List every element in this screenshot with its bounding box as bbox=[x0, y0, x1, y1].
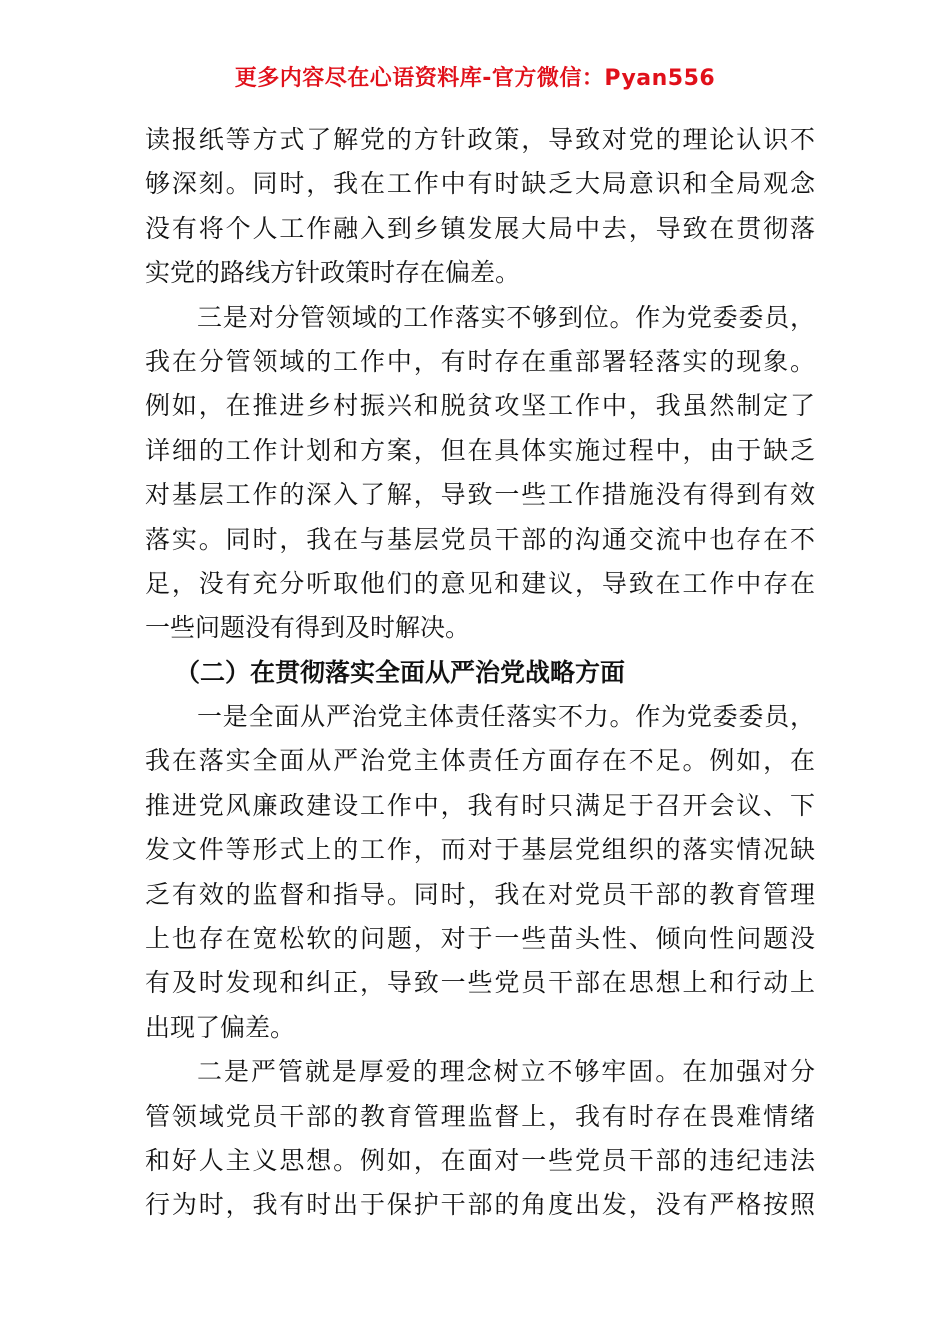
text-line: 发文件等形式上的工作，而对于基层党组织的落实情况缺 bbox=[145, 835, 815, 865]
text-line: 和好人主义思想。例如，在面对一些党员干部的违纪违法 bbox=[145, 1145, 815, 1175]
text-line: 对基层工作的深入了解，导致一些工作措施没有得到有效 bbox=[145, 480, 815, 510]
text-line: 实党的路线方针政策时存在偏差。 bbox=[145, 258, 521, 288]
text-line: 乏有效的监督和指导。同时，我在对党员干部的教育管理 bbox=[145, 879, 815, 909]
document-body bbox=[145, 118, 815, 1228]
section-heading: （二）在贯彻落实全面从严治党战略方面 bbox=[175, 657, 626, 687]
text-line: 一些问题没有得到及时解决。 bbox=[145, 613, 471, 643]
text-line: 有及时发现和纠正，导致一些党员干部在思想上和行动上 bbox=[145, 968, 815, 998]
text-line: 例如，在推进乡村振兴和脱贫攻坚工作中，我虽然制定了 bbox=[145, 391, 815, 421]
text-line: 二是严管就是厚爱的理念树立不够牢固。在加强对分 bbox=[197, 1057, 815, 1087]
text-line: 我在分管领域的工作中，有时存在重部署轻落实的现象。 bbox=[145, 346, 815, 376]
text-line: 行为时，我有时出于保护干部的角度出发，没有严格按照 bbox=[145, 1190, 815, 1220]
text-line: 我在落实全面从严治党主体责任方面存在不足。例如，在 bbox=[145, 746, 815, 776]
text-line: 推进党风廉政建设工作中，我有时只满足于召开会议、下 bbox=[145, 790, 815, 820]
text-line: 够深刻。同时，我在工作中有时缺乏大局意识和全局观念 bbox=[145, 169, 815, 199]
text-line: 落实。同时，我在与基层党员干部的沟通交流中也存在不 bbox=[145, 524, 815, 554]
text-line: 上也存在宽松软的问题，对于一些苗头性、倾向性问题没 bbox=[145, 924, 815, 954]
text-line: 一是全面从严治党主体责任落实不力。作为党委委员， bbox=[197, 702, 815, 732]
text-line: 详细的工作计划和方案，但在具体实施过程中，由于缺乏 bbox=[145, 435, 815, 465]
text-line: 管领域党员干部的教育管理监督上，我有时存在畏难情绪 bbox=[145, 1101, 815, 1131]
watermark-header: 更多内容尽在心语资料库-官方微信：Pyan556 bbox=[234, 66, 716, 91]
text-line: 足，没有充分听取他们的意见和建议，导致在工作中存在 bbox=[145, 568, 815, 598]
text-line: 读报纸等方式了解党的方针政策，导致对党的理论认识不 bbox=[145, 125, 815, 154]
text-line: 没有将个人工作融入到乡镇发展大局中去，导致在贯彻落 bbox=[145, 213, 815, 243]
text-line: 出现了偏差。 bbox=[145, 1012, 296, 1042]
text-line: 三是对分管领域的工作落实不够到位。作为党委委员， bbox=[197, 302, 815, 332]
